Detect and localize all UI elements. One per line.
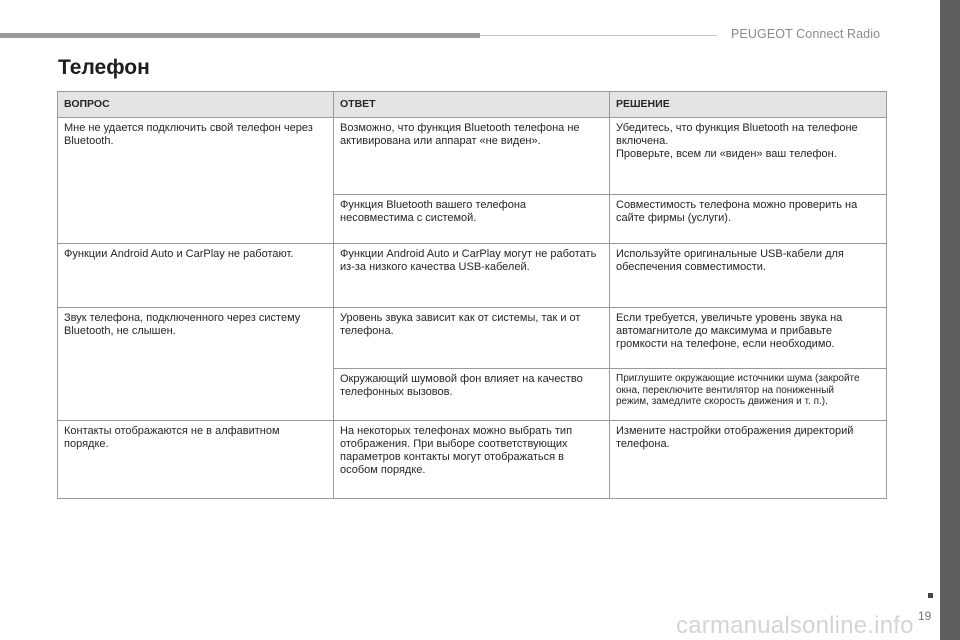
answer-text: Возможно, что функция Bluetooth телефона не активирована или аппарат «не виден». <box>340 122 580 147</box>
answer-cell <box>334 308 610 369</box>
question-text: Мне не удается подключить свой телефон через Bluetooth. <box>64 122 313 147</box>
solution-text: Если требуется, увеличьте уровень звука на автомагнитоле до максимума и прибавьте громкости на телефоне, если необходимо. <box>616 312 843 350</box>
table-row <box>58 118 887 195</box>
solution-text: Используйте оригинальные USB-кабели для обеспечения совместимости. <box>616 248 844 273</box>
solution-text: Убедитесь, что функция Bluetooth на телефоне включена. Проверьте, всем ли «виден» ваш телефон. <box>616 122 858 160</box>
question-text: Контакты отображаются не в алфавитном порядке. <box>64 425 280 450</box>
solution-text: Приглушите окружающие источники шума (закройте окна, переключите вентилятор на пониженный режим, замедлите скорость движения и т. п.). <box>616 373 860 407</box>
question-cell <box>58 421 334 499</box>
answer-cell <box>334 421 610 499</box>
answer-text: На некоторых телефонах можно выбрать тип отображения. При выборе соответствующих параметров контакты могут отображаться в особом порядке. <box>340 425 573 476</box>
table-header-row <box>58 92 887 118</box>
side-tab-strip <box>940 0 960 640</box>
solution-cell <box>610 308 887 369</box>
header-rule-light <box>480 35 717 36</box>
page-marker-square <box>928 593 933 598</box>
answer-text: Окружающий шумовой фон влияет на качество телефонных вызовов. <box>340 373 583 398</box>
question-text: Звук телефона, подключенного через систему Bluetooth, не слышен. <box>64 312 301 337</box>
answer-cell <box>334 118 610 195</box>
header-rule-dark <box>0 33 480 38</box>
column-header-solution: РЕШЕНИЕ <box>610 92 887 118</box>
question-cell <box>58 244 334 308</box>
faq-table <box>57 91 887 499</box>
page-number: 19 <box>918 609 932 623</box>
answer-cell <box>334 244 610 308</box>
answer-text: Функции Android Auto и CarPlay могут не работать из-за низкого качества USB-кабелей. <box>340 248 597 273</box>
column-header-answer: ОТВЕТ <box>334 92 610 118</box>
answer-cell <box>334 195 610 244</box>
watermark: carmanualsonline.info <box>676 612 914 639</box>
solution-cell <box>610 118 887 195</box>
solution-text: Измените настройки отображения директорий телефона. <box>616 425 854 450</box>
solution-cell <box>610 369 887 421</box>
solution-cell <box>610 244 887 308</box>
solution-text: Совместимость телефона можно проверить на сайте фирмы (услуги). <box>616 199 858 224</box>
solution-cell <box>610 195 887 244</box>
page-title: Телефон <box>58 56 150 79</box>
table-row <box>58 421 887 499</box>
answer-cell <box>334 369 610 421</box>
solution-cell <box>610 421 887 499</box>
table-row <box>58 308 887 369</box>
answer-text: Функция Bluetooth вашего телефона несовместима с системой. <box>340 199 527 224</box>
answer-text: Уровень звука зависит как от системы, так и от телефона. <box>340 312 581 337</box>
question-cell <box>58 308 334 421</box>
table-row <box>58 244 887 308</box>
question-text: Функции Android Auto и CarPlay не работают. <box>64 248 294 260</box>
question-cell <box>58 118 334 244</box>
column-header-question: ВОПРОС <box>58 92 334 118</box>
product-name: PEUGEOT Connect Radio <box>731 27 881 41</box>
